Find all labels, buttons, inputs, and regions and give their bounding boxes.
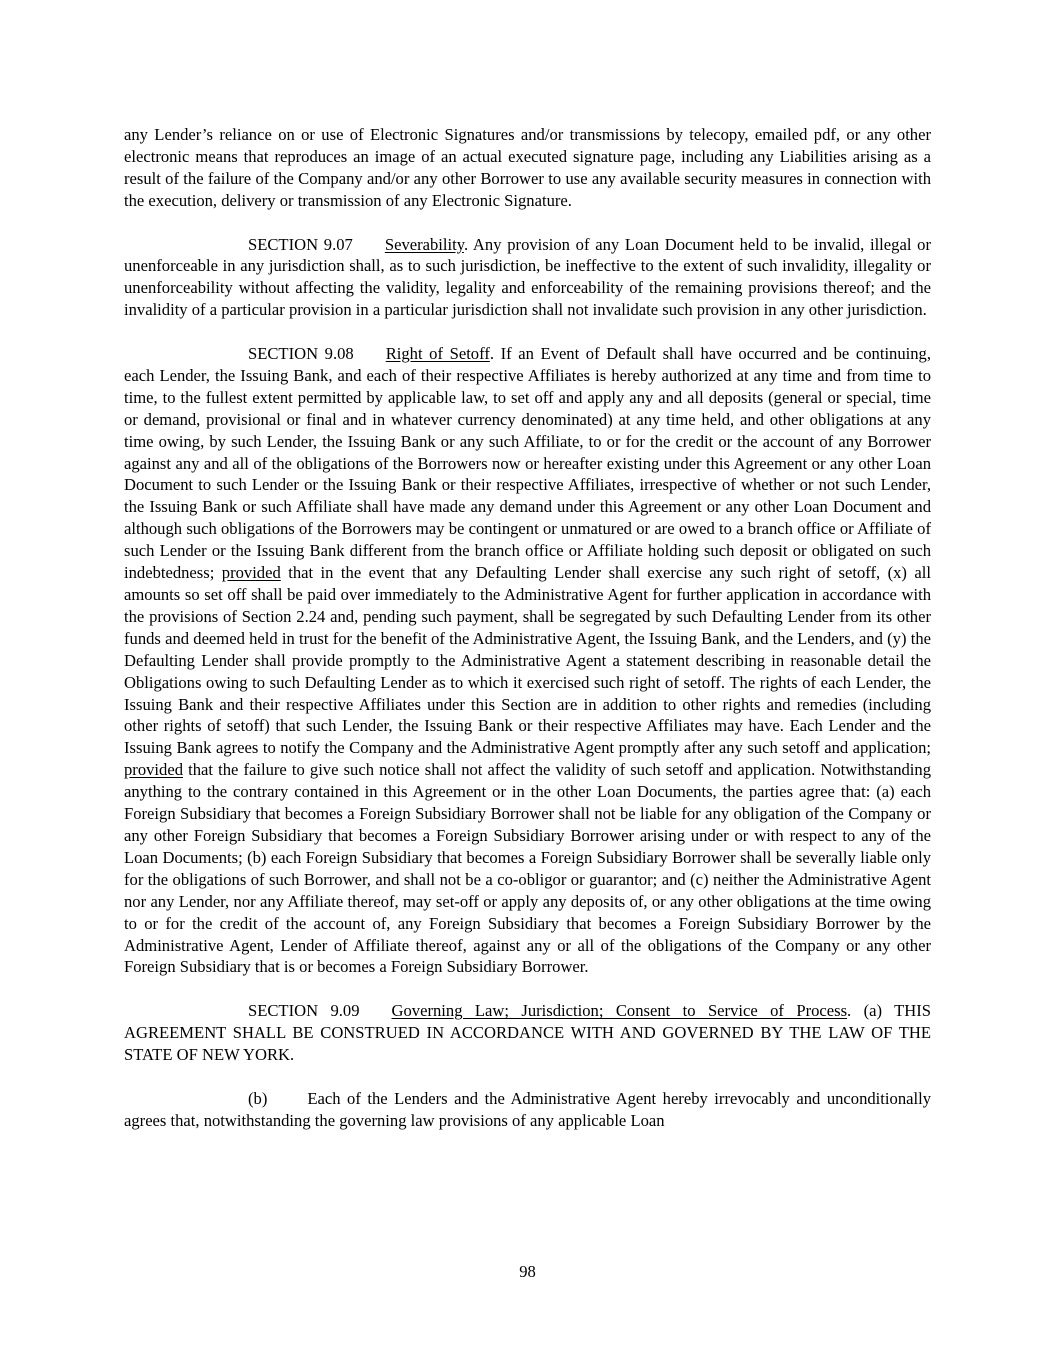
- section-number: SECTION 9.07: [248, 234, 353, 254]
- page-number: 98: [519, 1262, 536, 1281]
- section-9-08: [124, 343, 931, 978]
- document-page: [124, 124, 931, 1154]
- paragraph-electronic-signatures: [124, 124, 931, 212]
- paragraph-label: (b): [248, 1088, 268, 1108]
- paragraph-b: [124, 1088, 931, 1132]
- provided-term: provided: [124, 760, 183, 780]
- section-text: that the failure to give such notice shall not affect the validity of such setoff and application. Notwithstanding anything to the contrary contained in this Agreement or in the other Loan Documents, the parties agree that: (a) each Foreign Subsidiary that becomes a Foreign Subsidiary Borrower shall not be liable for any obligation of the Company or any other Foreign Subsidiary that becomes a Foreign Subsidiary Borrower arising under or with respect to any of the Loan Documents; (b) each Foreign Subsidiary that becomes a Foreign Subsidiary Borrower shall be severally liable only for the obligations of such Borrower, and shall not be a co-obligor or guarantor; and (c) neither the Administrative Agent nor any Lender, nor any Affiliate thereof, may set-off or apply any deposits of, or any other obligations at the time owing to or for the credit of the account of, any Foreign Subsidiary that becomes a Foreign Subsidiary Borrower by the Administrative Agent, Lender of Affiliate thereof, against any or all of the obligations of the Company or any other Foreign Subsidiary that is or becomes a Foreign Subsidiary Borrower.: [124, 760, 931, 977]
- paragraph-text: Each of the Lenders and the Administrative Agent hereby irrevocably and unconditionally agrees that, notwithstanding the governing law provisions of any applicable Loan: [124, 1088, 931, 1130]
- section-text: . Any provision of any Loan Document held to be invalid, illegal or unenforceable in any jurisdiction shall, as to such jurisdiction, be ineffective to the extent of such invalidity, illegality or unenforceability without affecting the validity, legality and enforceability of the remaining provisions thereof; and the invalidity of a particular provision in a particular jurisdiction shall not invalidate such provision in any other jurisdiction.: [124, 234, 931, 320]
- section-heading: Severability: [384, 234, 464, 254]
- section-text: . If an Event of Default shall have occurred and be continuing, each Lender, the Issuing Bank, and each of their respective Affiliates is hereby authorized at any time and from time to time, to the fullest extent permitted by applicable law, to set off and apply any and all deposits (general or special, time or demand, provisional or final and in whatever currency denominated) at any time held, and other obligations at any time owing, by such Lender, the Issuing Bank or any such Affiliate, to or for the credit or the account of any Borrower against any and all of the obligations of the Borrowers now or hereafter existing under this Agreement or any other Loan Document to such Lender or the Issuing Bank or their respective Affiliates, irrespective of whether or not such Lender, the Issuing Bank or such Affiliate shall have made any demand under this Agreement or any other Loan Document and although such obligations of the Borrowers may be contingent or unmatured or are owed to a branch office or Affiliate of such Lender or the Issuing Bank different from the branch office or Affiliate holding such deposit or obligated on such indebtedness;: [124, 344, 931, 583]
- section-text: . (a) THIS AGREEMENT SHALL BE CONSTRUED IN ACCORDANCE WITH AND GOVERNED BY THE LAW OF THE STATE OF NEW YORK.: [124, 1001, 931, 1065]
- section-9-09: [124, 1000, 931, 1066]
- provided-term: provided: [221, 563, 281, 583]
- section-number: SECTION 9.09: [248, 1001, 360, 1021]
- section-text: that in the event that any Defaulting Lender shall exercise any such right of setoff, (x) all amounts so set off shall be paid over immediately to the Administrative Agent for further application in accordance with the provisions of Section 2.24 and, pending such payment, shall be segregated by such Defaulting Lender from its other funds and deemed held in trust for the benefit of the Administrative Agent, the Issuing Bank, and the Lenders, and (y) the Defaulting Lender shall provide promptly to the Administrative Agent a statement describing in reasonable detail the Obligations owing to such Defaulting Lender as to which it exercised such right of setoff. The rights of each Lender, the Issuing Bank and their respective Affiliates under this Section are in addition to other rights and remedies (including other rights of setoff) that such Lender, the Issuing Bank or their respective Affiliates may have. Each Lender and the Issuing Bank agrees to notify the Company and the Administrative Agent promptly after any such setoff and application;: [124, 563, 931, 758]
- section-heading: Right of Setoff: [385, 344, 490, 364]
- section-number: SECTION 9.08: [248, 344, 354, 364]
- section-9-07: [124, 234, 931, 322]
- paragraph-text: any Lender’s reliance on or use of Electronic Signatures and/or transmissions by telecopy, emailed pdf, or any other electronic means that reproduces an image of an actual executed signature page, including any Liabilities arising as a result of the failure of the Company and/or any other Borrower to use any available security measures in connection with the execution, delivery or transmission of any Electronic Signature.: [124, 125, 931, 210]
- section-heading: Governing Law; Jurisdiction; Consent to Service of Process: [391, 1001, 848, 1021]
